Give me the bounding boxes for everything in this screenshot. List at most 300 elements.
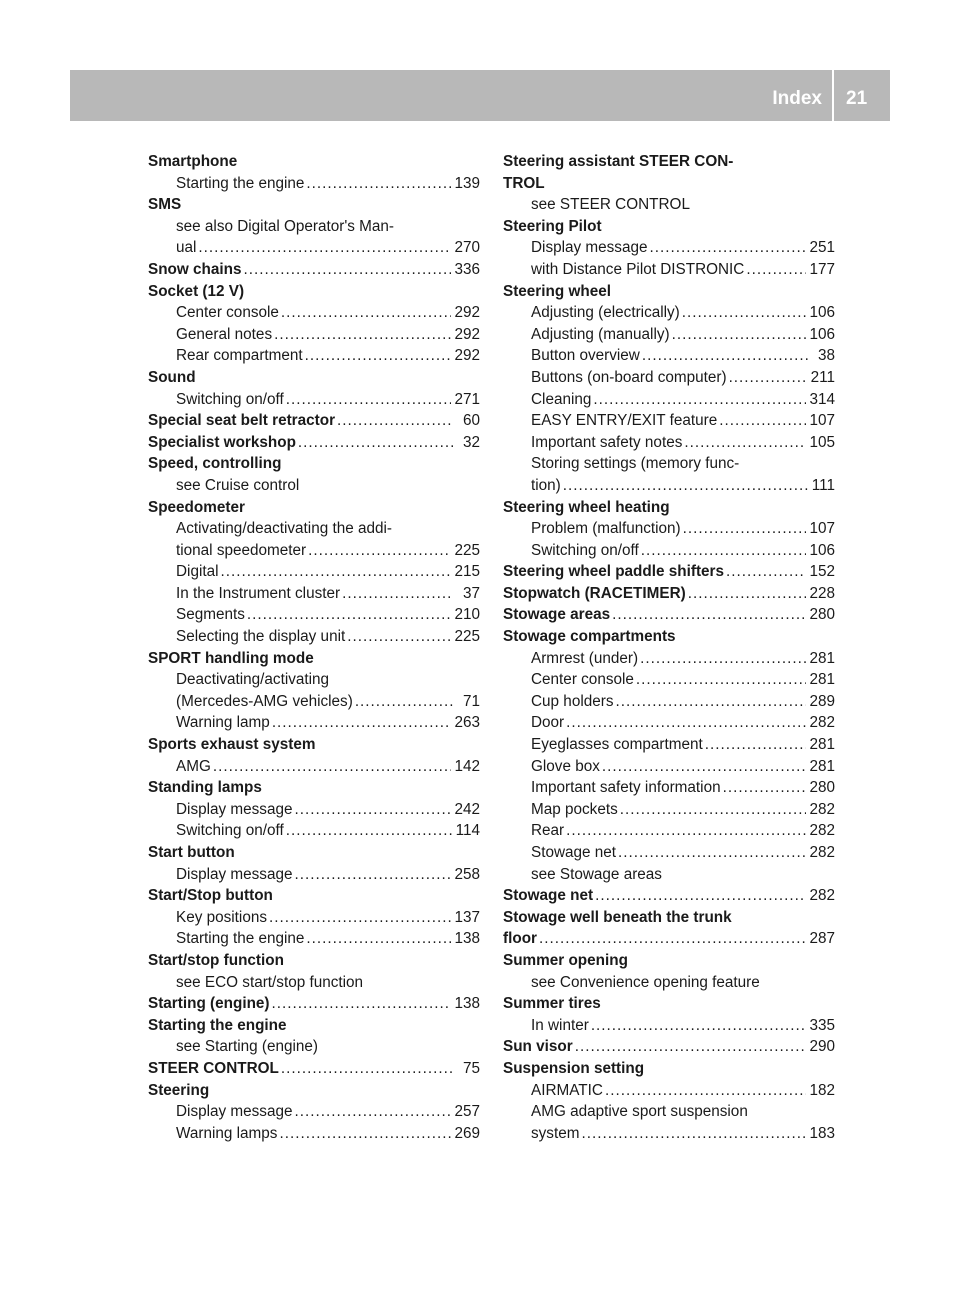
entry-page-number: 225 bbox=[454, 628, 480, 646]
entry-page-number: 281 bbox=[809, 736, 835, 754]
leader-dots bbox=[281, 302, 452, 324]
entry-page-number: 139 bbox=[454, 174, 480, 192]
leader-dots bbox=[684, 432, 806, 454]
index-column-right bbox=[503, 151, 835, 1144]
entry-text: ual bbox=[176, 239, 197, 257]
entry-text: Adjusting (electrically) bbox=[531, 304, 680, 322]
entry-page-number: 282 bbox=[809, 844, 835, 861]
index-subentry bbox=[503, 691, 835, 713]
leader-dots bbox=[305, 345, 452, 367]
entry-page-number: 314 bbox=[809, 390, 835, 408]
index-entry bbox=[503, 993, 835, 1015]
entry-page-number: 183 bbox=[809, 1124, 835, 1142]
index-subentry bbox=[503, 777, 835, 799]
entry-page-number: 292 bbox=[454, 304, 480, 322]
index-subentry bbox=[503, 972, 835, 994]
leader-dots bbox=[566, 820, 806, 842]
leader-dots bbox=[615, 691, 806, 713]
index-subentry bbox=[503, 1101, 835, 1123]
index-entry bbox=[503, 281, 835, 303]
index-subentry bbox=[148, 820, 480, 842]
index-subentry bbox=[503, 302, 835, 324]
index-subentry bbox=[148, 864, 480, 886]
leader-dots bbox=[602, 756, 807, 778]
leader-dots bbox=[612, 604, 806, 626]
entry-page-number: 335 bbox=[809, 1016, 835, 1034]
index-entry bbox=[148, 777, 480, 799]
index-entry bbox=[503, 216, 835, 238]
entry-text: see also Digital Operator's Man- bbox=[176, 217, 395, 235]
entry-text: Speedometer bbox=[148, 498, 245, 516]
index-entry bbox=[503, 497, 835, 519]
index-subentry bbox=[148, 345, 480, 367]
index-subentry bbox=[148, 928, 480, 950]
index-entry bbox=[148, 453, 480, 475]
entry-text: see Starting (engine) bbox=[176, 1038, 319, 1056]
entry-text: Display message bbox=[531, 239, 648, 257]
index-entry bbox=[148, 432, 480, 454]
entry-text: tion) bbox=[531, 476, 561, 494]
index-subentry bbox=[503, 475, 835, 497]
index-subentry bbox=[148, 972, 480, 994]
index-entry bbox=[148, 281, 480, 303]
index-subentry bbox=[503, 540, 835, 562]
index-entry bbox=[148, 410, 480, 432]
entry-text: AMG bbox=[176, 757, 211, 775]
leader-dots bbox=[642, 345, 808, 367]
index-subentry bbox=[503, 799, 835, 821]
entry-text: Standing lamps bbox=[148, 779, 262, 797]
leader-dots bbox=[672, 324, 807, 346]
entry-page-number: 289 bbox=[809, 692, 835, 710]
index-subentry bbox=[503, 842, 835, 864]
index-entry bbox=[503, 561, 835, 583]
page-number: 21 bbox=[846, 88, 868, 109]
index-subentry bbox=[503, 345, 835, 367]
entry-page-number: 281 bbox=[809, 671, 835, 689]
entry-text: Starting the engine bbox=[176, 930, 305, 948]
entry-page-number: 287 bbox=[809, 930, 835, 948]
entry-page-number: 177 bbox=[809, 260, 835, 278]
index-subentry bbox=[148, 173, 480, 195]
entry-text: Center console bbox=[176, 304, 279, 322]
entry-text: Suspension setting bbox=[503, 1059, 645, 1077]
entry-text: Stowage areas bbox=[503, 606, 611, 624]
entry-page-number: 282 bbox=[809, 800, 835, 818]
entry-text: Stopwatch (RACETIMER) bbox=[503, 584, 686, 602]
entry-text: Switching on/off bbox=[176, 822, 284, 840]
leader-dots bbox=[705, 734, 807, 756]
entry-text: AIRMATIC bbox=[531, 1081, 603, 1099]
entry-page-number: 38 bbox=[817, 347, 835, 365]
entry-text: EASY ENTRY/EXIT feature bbox=[531, 412, 718, 430]
entry-text: Buttons (on-board computer) bbox=[531, 368, 727, 386]
index-subentry bbox=[503, 259, 835, 281]
entry-page-number: 152 bbox=[809, 563, 835, 581]
entry-page-number: 280 bbox=[809, 779, 835, 797]
entry-page-number: 137 bbox=[454, 908, 480, 926]
entry-text: Switching on/off bbox=[176, 390, 284, 408]
index-subentry bbox=[503, 432, 835, 454]
leader-dots bbox=[683, 518, 807, 540]
entry-page-number: 280 bbox=[809, 606, 835, 624]
entry-text: Map pockets bbox=[531, 800, 618, 818]
index-subentry bbox=[148, 626, 480, 648]
section-title: Index bbox=[772, 88, 822, 109]
entry-text: Stowage well beneath the trunk bbox=[503, 908, 732, 926]
entry-text: Steering assistant STEER CON- bbox=[503, 153, 734, 170]
entry-page-number: 37 bbox=[462, 584, 480, 602]
leader-dots bbox=[593, 389, 806, 411]
entry-text: General notes bbox=[176, 325, 273, 343]
entry-text: Steering wheel paddle shifters bbox=[503, 563, 725, 581]
entry-page-number: 215 bbox=[454, 563, 480, 581]
index-subentry bbox=[503, 734, 835, 756]
index-subentry bbox=[148, 389, 480, 411]
entry-text: Warning lamp bbox=[176, 714, 270, 732]
index-entry bbox=[503, 950, 835, 972]
leader-dots bbox=[723, 777, 807, 799]
leader-dots bbox=[306, 173, 451, 195]
entry-text: Digital bbox=[176, 563, 219, 581]
entry-text: Steering bbox=[148, 1081, 210, 1099]
leader-dots bbox=[342, 583, 453, 605]
entry-text: see STEER CONTROL bbox=[531, 196, 690, 214]
entry-page-number: 282 bbox=[809, 822, 835, 840]
index-subentry bbox=[148, 583, 480, 605]
leader-dots bbox=[298, 432, 453, 454]
entry-page-number: 292 bbox=[454, 325, 480, 343]
entry-page-number: 336 bbox=[454, 260, 480, 278]
entry-text: Cleaning bbox=[531, 390, 592, 408]
entry-text: Specialist workshop bbox=[148, 433, 296, 451]
entry-text: Stowage net bbox=[503, 887, 594, 905]
entry-text: Speed, controlling bbox=[148, 455, 282, 473]
index-subentry bbox=[148, 756, 480, 778]
entry-text: Stowage compartments bbox=[503, 628, 676, 646]
entry-text: Deactivating/activating bbox=[176, 671, 330, 689]
entry-text: see Cruise control bbox=[176, 476, 300, 494]
entry-page-number: 106 bbox=[809, 541, 835, 559]
entry-text: Key positions bbox=[176, 908, 267, 926]
leader-dots bbox=[347, 626, 451, 648]
index-subentry bbox=[503, 1123, 835, 1145]
entry-page-number: 281 bbox=[809, 649, 835, 667]
index-entry bbox=[503, 1036, 835, 1058]
entry-page-number: 263 bbox=[454, 714, 480, 732]
leader-dots bbox=[272, 712, 452, 734]
index-subentry bbox=[503, 756, 835, 778]
entry-text: Start/stop function bbox=[148, 951, 284, 969]
index-subentry bbox=[148, 1123, 480, 1145]
entry-text: Button overview bbox=[531, 347, 640, 365]
entry-text: AMG adaptive sport suspension bbox=[531, 1103, 748, 1121]
index-subentry bbox=[148, 907, 480, 929]
entry-page-number: 138 bbox=[454, 930, 480, 948]
leader-dots bbox=[618, 842, 806, 864]
entry-page-number: 282 bbox=[809, 714, 835, 732]
leader-dots bbox=[581, 1123, 806, 1145]
entry-text: Starting (engine) bbox=[148, 995, 270, 1013]
index-entry bbox=[503, 907, 835, 929]
entry-text: STEER CONTROL bbox=[148, 1059, 279, 1077]
index-subentry bbox=[148, 302, 480, 324]
index-entry bbox=[503, 583, 835, 605]
index-subentry bbox=[148, 669, 480, 691]
entry-text: Important safety notes bbox=[531, 433, 683, 451]
index-subentry bbox=[503, 1015, 835, 1037]
index-subentry bbox=[503, 820, 835, 842]
entry-text: Cup holders bbox=[531, 692, 614, 710]
index-subentry bbox=[503, 410, 835, 432]
leader-dots bbox=[279, 1123, 451, 1145]
index-subentry bbox=[503, 453, 835, 475]
entry-text: Special seat belt retractor bbox=[148, 412, 336, 430]
leader-dots bbox=[682, 302, 807, 324]
leader-dots bbox=[746, 259, 806, 281]
leader-dots bbox=[688, 583, 807, 605]
index-subentry bbox=[503, 237, 835, 259]
entry-text: Start/Stop button bbox=[148, 887, 273, 905]
leader-dots bbox=[640, 648, 806, 670]
entry-text: Smartphone bbox=[148, 153, 238, 170]
leader-dots bbox=[213, 756, 452, 778]
header-divider bbox=[832, 70, 834, 121]
leader-dots bbox=[286, 820, 453, 842]
leader-dots bbox=[244, 259, 452, 281]
entry-page-number: 269 bbox=[454, 1124, 480, 1142]
entry-text: see ECO start/stop function bbox=[176, 973, 364, 991]
leader-dots bbox=[636, 669, 807, 691]
entry-page-number: 282 bbox=[809, 887, 835, 905]
entry-text: Sun visor bbox=[503, 1038, 573, 1056]
entry-text: Important safety information bbox=[531, 779, 721, 797]
leader-dots bbox=[729, 367, 808, 389]
entry-text: Door bbox=[531, 714, 565, 732]
entry-text: Selecting the display unit bbox=[176, 628, 346, 646]
leader-dots bbox=[272, 993, 452, 1015]
entry-page-number: 114 bbox=[455, 822, 480, 840]
index-subentry bbox=[148, 475, 480, 497]
entry-text: Sports exhaust system bbox=[148, 736, 316, 754]
index-entry bbox=[503, 928, 835, 950]
entry-text: Steering wheel bbox=[503, 282, 611, 300]
index-entry bbox=[148, 885, 480, 907]
entry-text: Rear bbox=[531, 822, 565, 840]
leader-dots bbox=[294, 799, 451, 821]
entry-text: Stowage net bbox=[531, 844, 617, 861]
entry-text: Activating/deactivating the addi- bbox=[176, 520, 392, 538]
entry-page-number: 71 bbox=[462, 692, 480, 710]
leader-dots bbox=[595, 885, 806, 907]
entry-page-number: 242 bbox=[454, 800, 480, 818]
entry-text: Warning lamps bbox=[176, 1124, 278, 1142]
index-entry bbox=[148, 367, 480, 389]
entry-text: Starting the engine bbox=[148, 1016, 287, 1034]
leader-dots bbox=[620, 799, 807, 821]
entry-page-number: 281 bbox=[809, 757, 835, 775]
index-entry bbox=[148, 993, 480, 1015]
leader-dots bbox=[337, 410, 453, 432]
leader-dots bbox=[649, 237, 806, 259]
entry-text: Starting the engine bbox=[176, 174, 305, 192]
index-subentry bbox=[148, 712, 480, 734]
leader-dots bbox=[274, 324, 451, 346]
entry-text: Adjusting (manually) bbox=[531, 325, 670, 343]
index-subentry bbox=[503, 864, 835, 886]
entry-page-number: 290 bbox=[809, 1038, 835, 1056]
index-entry bbox=[503, 151, 835, 173]
index-subentry bbox=[148, 604, 480, 626]
index-subentry bbox=[148, 216, 480, 238]
entry-page-number: 142 bbox=[454, 757, 480, 775]
entry-page-number: 60 bbox=[462, 412, 480, 430]
entry-page-number: 271 bbox=[454, 390, 480, 408]
entry-text: (Mercedes-AMG vehicles) bbox=[176, 692, 353, 710]
index-subentry bbox=[148, 1036, 480, 1058]
index-subentry bbox=[148, 799, 480, 821]
entry-text: Snow chains bbox=[148, 260, 242, 278]
index-subentry bbox=[503, 324, 835, 346]
entry-text: Eyeglasses compartment bbox=[531, 736, 703, 754]
entry-text: Rear compartment bbox=[176, 347, 303, 365]
entry-text: Steering Pilot bbox=[503, 217, 602, 235]
index-subentry bbox=[148, 691, 480, 713]
leader-dots bbox=[247, 604, 452, 626]
leader-dots bbox=[575, 1036, 807, 1058]
entry-text: system bbox=[531, 1124, 580, 1142]
leader-dots bbox=[539, 928, 806, 950]
index-subentry bbox=[503, 1080, 835, 1102]
index-subentry bbox=[503, 648, 835, 670]
index-entry bbox=[148, 648, 480, 670]
entry-text: floor bbox=[503, 930, 537, 948]
entry-text: tional speedometer bbox=[176, 541, 307, 559]
entry-page-number: 292 bbox=[454, 347, 480, 365]
leader-dots bbox=[269, 907, 451, 929]
index-subentry bbox=[148, 237, 480, 259]
leader-dots bbox=[281, 1058, 453, 1080]
entry-page-number: 182 bbox=[809, 1081, 835, 1099]
entry-page-number: 138 bbox=[454, 995, 480, 1013]
index-entry bbox=[503, 604, 835, 626]
entry-page-number: 211 bbox=[810, 368, 835, 386]
entry-text: Segments bbox=[176, 606, 245, 624]
entry-page-number: 228 bbox=[809, 584, 835, 602]
leader-dots bbox=[563, 475, 808, 497]
index-entry bbox=[148, 1058, 480, 1080]
entry-page-number: 257 bbox=[454, 1103, 480, 1121]
index-entry bbox=[503, 885, 835, 907]
leader-dots bbox=[719, 410, 806, 432]
index-column-left bbox=[148, 151, 480, 1144]
index-entry bbox=[503, 173, 835, 195]
entry-text: In the Instrument cluster bbox=[176, 584, 341, 602]
index-subentry bbox=[503, 367, 835, 389]
index-subentry bbox=[503, 389, 835, 411]
entry-text: Sound bbox=[148, 368, 196, 386]
index-subentry bbox=[503, 669, 835, 691]
entry-text: Steering wheel heating bbox=[503, 498, 670, 516]
index-subentry bbox=[503, 518, 835, 540]
entry-text: Center console bbox=[531, 671, 634, 689]
leader-dots bbox=[306, 928, 451, 950]
entry-text: Switching on/off bbox=[531, 541, 639, 559]
index-entry bbox=[148, 259, 480, 281]
entry-text: Glove box bbox=[531, 757, 600, 775]
leader-dots bbox=[198, 237, 451, 259]
entry-page-number: 251 bbox=[809, 239, 835, 257]
entry-text: Armrest (under) bbox=[531, 649, 639, 667]
entry-text: Socket (12 V) bbox=[148, 282, 245, 300]
entry-text: see Convenience opening feature bbox=[531, 973, 760, 991]
index-subentry bbox=[148, 1101, 480, 1123]
index-subentry bbox=[148, 518, 480, 540]
entry-text: Summer opening bbox=[503, 951, 628, 969]
entry-page-number: 106 bbox=[809, 304, 835, 322]
index-subentry bbox=[148, 324, 480, 346]
index-subentry bbox=[148, 561, 480, 583]
index-subentry bbox=[148, 540, 480, 562]
entry-text: In winter bbox=[531, 1016, 589, 1034]
entry-page-number: 107 bbox=[809, 412, 835, 430]
index-entry bbox=[148, 497, 480, 519]
entry-page-number: 225 bbox=[454, 541, 480, 559]
entry-page-number: 105 bbox=[809, 433, 835, 451]
index-entry bbox=[148, 1080, 480, 1102]
index-subentry bbox=[503, 712, 835, 734]
leader-dots bbox=[308, 540, 451, 562]
entry-text: Display message bbox=[176, 1103, 293, 1121]
entry-page-number: 258 bbox=[454, 865, 480, 883]
entry-text: SMS bbox=[148, 196, 182, 214]
entry-page-number: 270 bbox=[454, 239, 480, 257]
leader-dots bbox=[221, 561, 452, 583]
entry-page-number: 210 bbox=[454, 606, 480, 624]
index-subentry bbox=[503, 194, 835, 216]
entry-text: SPORT handling mode bbox=[148, 649, 314, 667]
index-entry bbox=[503, 626, 835, 648]
leader-dots bbox=[286, 389, 452, 411]
entry-page-number: 107 bbox=[809, 520, 835, 538]
index-entry bbox=[148, 842, 480, 864]
leader-dots bbox=[294, 1101, 451, 1123]
leader-dots bbox=[605, 1080, 807, 1102]
index-entry bbox=[148, 950, 480, 972]
entry-page-number: 106 bbox=[809, 325, 835, 343]
leader-dots bbox=[591, 1015, 807, 1037]
entry-page-number: 111 bbox=[811, 476, 835, 494]
leader-dots bbox=[726, 561, 806, 583]
index-entry bbox=[503, 1058, 835, 1080]
entry-text: Start button bbox=[148, 844, 235, 861]
leader-dots bbox=[566, 712, 806, 734]
index-entry bbox=[148, 151, 480, 173]
entry-text: with Distance Pilot DISTRONIC bbox=[531, 260, 745, 278]
index-entry bbox=[148, 734, 480, 756]
entry-text: Display message bbox=[176, 865, 293, 883]
index-entry bbox=[148, 1015, 480, 1037]
entry-page-number: 32 bbox=[462, 433, 480, 451]
entry-page-number: 75 bbox=[462, 1059, 480, 1077]
leader-dots bbox=[294, 864, 451, 886]
entry-text: Problem (malfunction) bbox=[531, 520, 681, 538]
leader-dots bbox=[641, 540, 807, 562]
entry-text: Summer tires bbox=[503, 995, 601, 1013]
index-entry bbox=[148, 194, 480, 216]
leader-dots bbox=[355, 691, 453, 713]
entry-text: Display message bbox=[176, 800, 293, 818]
